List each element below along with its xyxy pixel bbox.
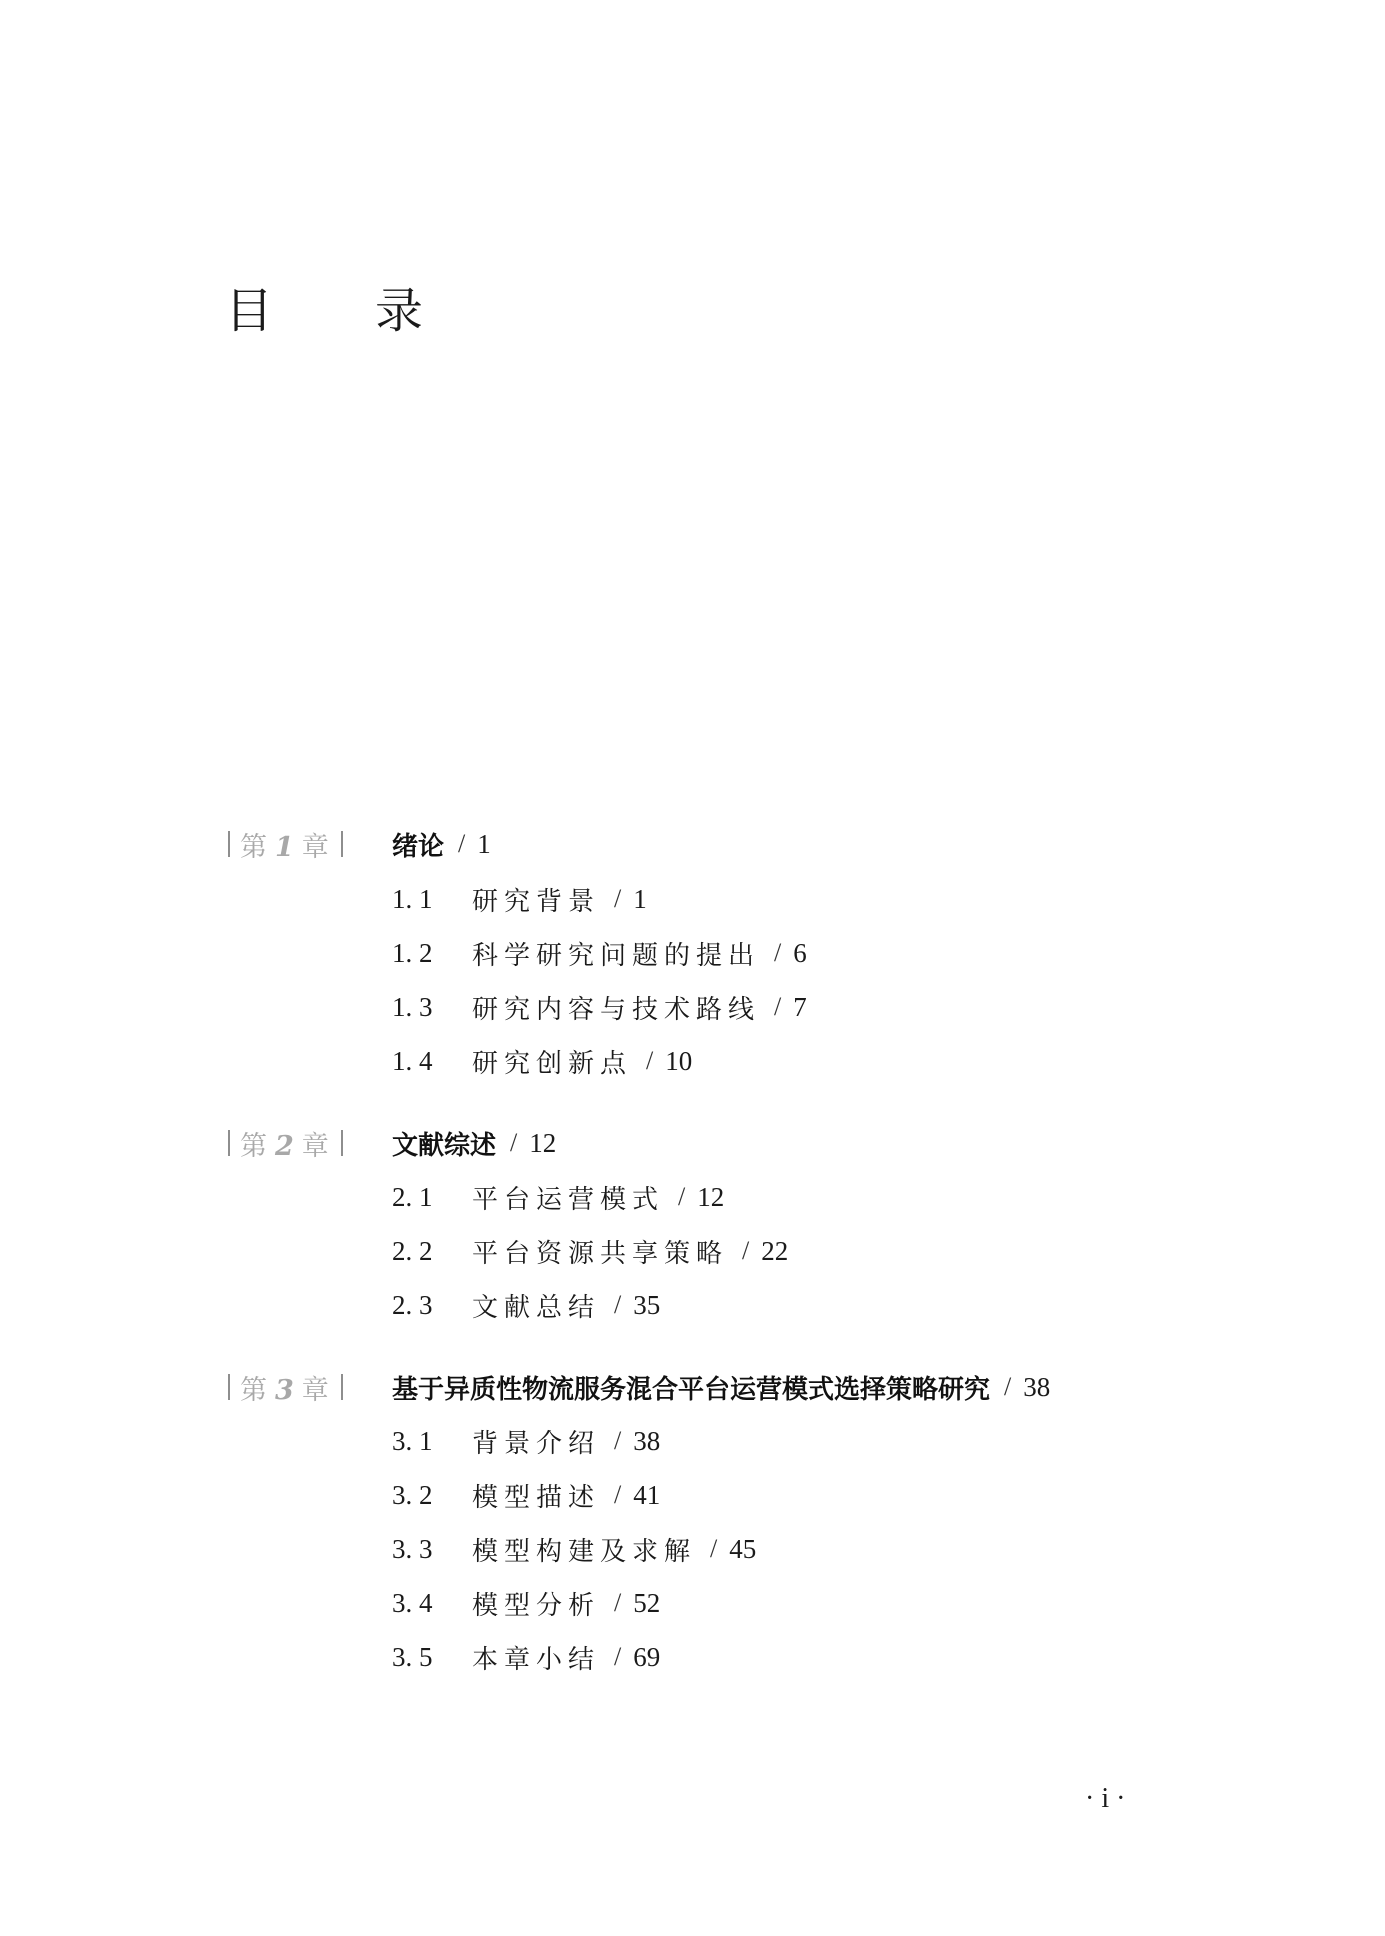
chapter-page-number: 12: [529, 1127, 557, 1158]
page-separator: /: [510, 1128, 518, 1157]
chapter-prefix: 第: [240, 1130, 269, 1162]
section-title: 研究创新点: [472, 1048, 633, 1079]
toc-section-3-3[interactable]: [392, 1529, 756, 1569]
page-separator: /: [774, 938, 782, 967]
page-separator: /: [646, 1046, 654, 1075]
section-page-number: 69: [633, 1641, 661, 1672]
toc-chapter-2[interactable]: [228, 1123, 556, 1163]
chapter-number: 3: [275, 1374, 296, 1406]
toc-chapter-1[interactable]: [228, 824, 491, 864]
section-title: 背景介绍: [472, 1428, 601, 1459]
section-title: 模型分析: [472, 1590, 601, 1621]
section-page-number: 7: [793, 991, 807, 1022]
toc-section-1-1[interactable]: [392, 879, 647, 919]
section-page-number: 6: [793, 937, 807, 968]
section-page-number: 38: [633, 1425, 661, 1456]
chapter-label-left-bar: [228, 1130, 230, 1156]
page-separator: /: [614, 1642, 622, 1671]
section-number: 3. 3: [392, 1533, 433, 1564]
chapter-suffix: 章: [301, 1374, 331, 1406]
chapter-number: 1: [275, 831, 296, 863]
section-number: 3. 4: [392, 1587, 433, 1618]
section-number: 2. 3: [392, 1289, 433, 1320]
toc-section-3-4[interactable]: [392, 1583, 660, 1623]
section-title: 研究内容与技术路线: [472, 994, 761, 1025]
chapter-page-number: 38: [1023, 1371, 1051, 1402]
section-page-number: 10: [665, 1045, 693, 1076]
chapter-label-left-bar: [228, 1374, 230, 1400]
chapter-suffix: 章: [301, 831, 331, 863]
chapter-suffix: 章: [301, 1130, 331, 1162]
section-page-number: 1: [633, 883, 647, 914]
page-title-char-1: 目: [225, 283, 274, 339]
section-number: 1. 1: [392, 883, 433, 914]
toc-section-1-2[interactable]: [392, 933, 807, 973]
section-number: 3. 1: [392, 1425, 433, 1456]
page-separator: /: [742, 1236, 750, 1265]
chapter-prefix: 第: [240, 831, 269, 863]
page-separator: /: [678, 1182, 686, 1211]
page-separator: /: [774, 992, 782, 1021]
section-title: 平台资源共享策略: [472, 1238, 729, 1269]
chapter-label-right-bar: [341, 1374, 343, 1400]
section-title: 模型描述: [472, 1482, 601, 1513]
section-number: 1. 2: [392, 937, 433, 968]
toc-section-2-1[interactable]: [392, 1177, 724, 1217]
section-number: 2. 1: [392, 1181, 433, 1212]
chapter-page-number: 1: [477, 828, 491, 859]
page-separator: /: [614, 884, 622, 913]
chapter-label-right-bar: [341, 1130, 343, 1156]
section-number: 3. 5: [392, 1641, 433, 1672]
section-title: 科学研究问题的提出: [472, 940, 761, 971]
chapter-title: 文献综述: [392, 1130, 497, 1161]
chapter-number: 2: [275, 1130, 296, 1162]
section-page-number: 52: [633, 1587, 661, 1618]
section-number: 1. 3: [392, 991, 433, 1022]
page-separator: /: [1004, 1372, 1012, 1401]
page-separator: /: [614, 1290, 622, 1319]
page-separator: /: [458, 829, 466, 858]
page-separator: /: [614, 1426, 622, 1455]
chapter-title: 绪论: [392, 831, 445, 862]
page-separator: /: [614, 1480, 622, 1509]
chapter-label: [228, 1124, 392, 1163]
chapter-label-text: [240, 825, 331, 864]
section-title: 平台运营模式: [472, 1184, 665, 1215]
section-title: 文献总结: [472, 1292, 601, 1323]
section-page-number: 12: [697, 1181, 725, 1212]
toc-section-3-1[interactable]: [392, 1421, 660, 1461]
section-page-number: 22: [761, 1235, 789, 1266]
toc-section-1-4[interactable]: [392, 1041, 692, 1081]
chapter-label: [228, 1368, 392, 1407]
chapter-label-text: [240, 1124, 331, 1163]
page-separator: /: [614, 1588, 622, 1617]
section-number: 2. 2: [392, 1235, 433, 1266]
toc-section-3-2[interactable]: [392, 1475, 660, 1515]
chapter-prefix: 第: [240, 1374, 269, 1406]
section-number: 3. 2: [392, 1479, 433, 1510]
page-separator: /: [710, 1534, 718, 1563]
section-number: 1. 4: [392, 1045, 433, 1076]
section-title: 研究背景: [472, 886, 601, 917]
chapter-label-text: [240, 1368, 331, 1407]
section-title: 模型构建及求解: [472, 1536, 697, 1567]
toc-section-3-5[interactable]: [392, 1637, 660, 1677]
section-page-number: 41: [633, 1479, 661, 1510]
page-title-char-2: 录: [375, 283, 424, 339]
toc-section-2-2[interactable]: [392, 1231, 788, 1271]
section-title: 本章小结: [472, 1644, 601, 1675]
toc-chapter-3[interactable]: [228, 1367, 1050, 1407]
toc-section-2-3[interactable]: [392, 1285, 660, 1325]
chapter-label-left-bar: [228, 831, 230, 857]
chapter-title: 基于异质性物流服务混合平台运营模式选择策略研究: [392, 1374, 991, 1405]
section-page-number: 45: [729, 1533, 757, 1564]
toc-section-1-3[interactable]: [392, 987, 807, 1027]
section-page-number: 35: [633, 1289, 661, 1320]
chapter-label: [228, 825, 392, 864]
page-folio: · i ·: [1085, 1783, 1126, 1814]
chapter-label-right-bar: [341, 831, 343, 857]
